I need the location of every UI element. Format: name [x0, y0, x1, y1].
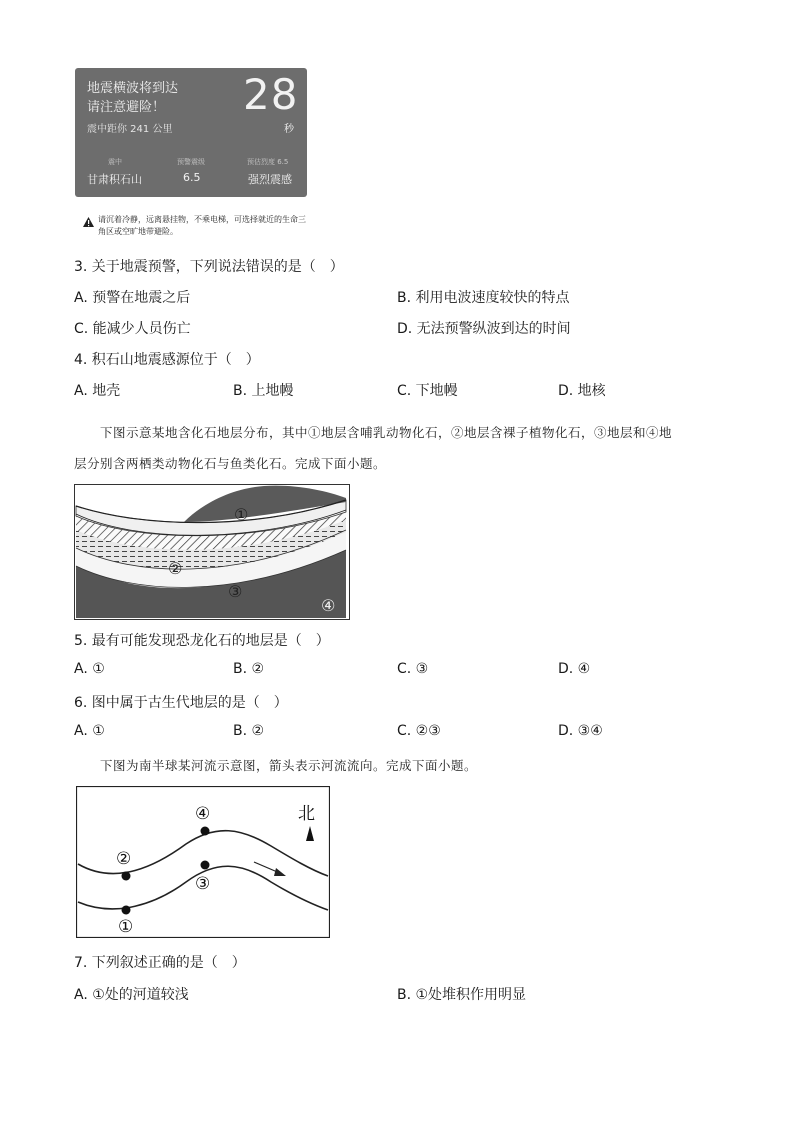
layer-3-label: ③: [228, 582, 243, 601]
alert-epicenter-label: 震中: [108, 158, 122, 166]
q6-option-c[interactable]: C. ②③: [397, 723, 441, 739]
alert-line1: 地震横波将到达: [87, 81, 179, 96]
layer-1-label: ①: [234, 505, 249, 524]
q3-option-b[interactable]: B. 利用电波速度较快的特点: [397, 290, 570, 306]
alert-line2: 请注意避险！: [87, 100, 166, 115]
north-label: 北: [298, 804, 315, 824]
q4-stem: 4. 积石山地震感源位于（ ）: [74, 352, 260, 368]
layer-2-label: ②: [168, 559, 183, 578]
alert-epicenter-value: 甘肃积石山: [87, 173, 142, 186]
point-3-label: ③: [195, 874, 211, 894]
q4-option-b[interactable]: B. 上地幔: [233, 383, 294, 399]
q5-stem: 5. 最有可能发现恐龙化石的地层是（ ）: [74, 633, 330, 649]
alert-intensity-value: 强烈震感: [248, 173, 292, 186]
point-2-label: ②: [116, 849, 132, 869]
intro-strata-line2: 层分别含两栖类动物化石与鱼类化石。完成下面小题。: [74, 456, 387, 471]
alert-countdown-unit: 秒: [284, 124, 294, 135]
q7-option-b[interactable]: B. ①处堆积作用明显: [397, 987, 527, 1003]
q3-option-c[interactable]: C. 能减少人员伤亡: [74, 321, 191, 337]
river-diagram: [76, 786, 330, 938]
q6-option-b[interactable]: B. ②: [233, 723, 265, 739]
q4-option-d[interactable]: D. 地核: [558, 383, 606, 399]
q3-option-a[interactable]: A. 预警在地震之后: [74, 290, 191, 306]
q6-option-d[interactable]: D. ③④: [558, 723, 603, 739]
alert-warning-text: 请沉着冷静，远离悬挂物，不乘电梯，可选择就近的生命三角区或空旷地带避险。: [98, 215, 306, 236]
intro-river: 下图为南半球某河流示意图，箭头表示河流流向。完成下面小题。: [100, 758, 478, 773]
alert-magnitude-label: 预警震级: [177, 158, 205, 166]
strata-diagram: [74, 484, 350, 620]
q6-stem: 6. 图中属于古生代地层的是（ ）: [74, 695, 288, 711]
q6-option-a[interactable]: A. ①: [74, 723, 105, 739]
q5-option-d[interactable]: D. ④: [558, 661, 591, 677]
earthquake-alert-panel: [75, 68, 307, 197]
q4-option-a[interactable]: A. 地壳: [74, 383, 121, 399]
q4-option-c[interactable]: C. 下地幔: [397, 383, 458, 399]
q7-option-a[interactable]: A. ①处的河道较浅: [74, 987, 189, 1003]
alert-magnitude-value: 6.5: [183, 171, 201, 184]
alert-intensity-label: 预估烈度 6.5: [247, 158, 289, 166]
point-1-label: ①: [118, 917, 134, 937]
q5-option-a[interactable]: A. ①: [74, 661, 105, 677]
alert-countdown: 28: [243, 70, 299, 119]
q3-stem: 3. 关于地震预警，下列说法错误的是（ ）: [74, 259, 344, 275]
layer-4-label: ④: [321, 596, 336, 615]
q5-option-c[interactable]: C. ③: [397, 661, 429, 677]
point-4-label: ④: [195, 804, 211, 824]
q3-option-d[interactable]: D. 无法预警纵波到达的时间: [397, 321, 571, 337]
intro-strata-line1: 下图示意某地含化石地层分布，其中①地层含哺乳动物化石，②地层含裸子植物化石，③地层和④地: [100, 425, 673, 440]
q7-stem: 7. 下列叙述正确的是（ ）: [74, 955, 246, 971]
q5-option-b[interactable]: B. ②: [233, 661, 265, 677]
warning-icon: [83, 217, 94, 227]
alert-distance: 震中距你 241 公里: [87, 124, 173, 135]
